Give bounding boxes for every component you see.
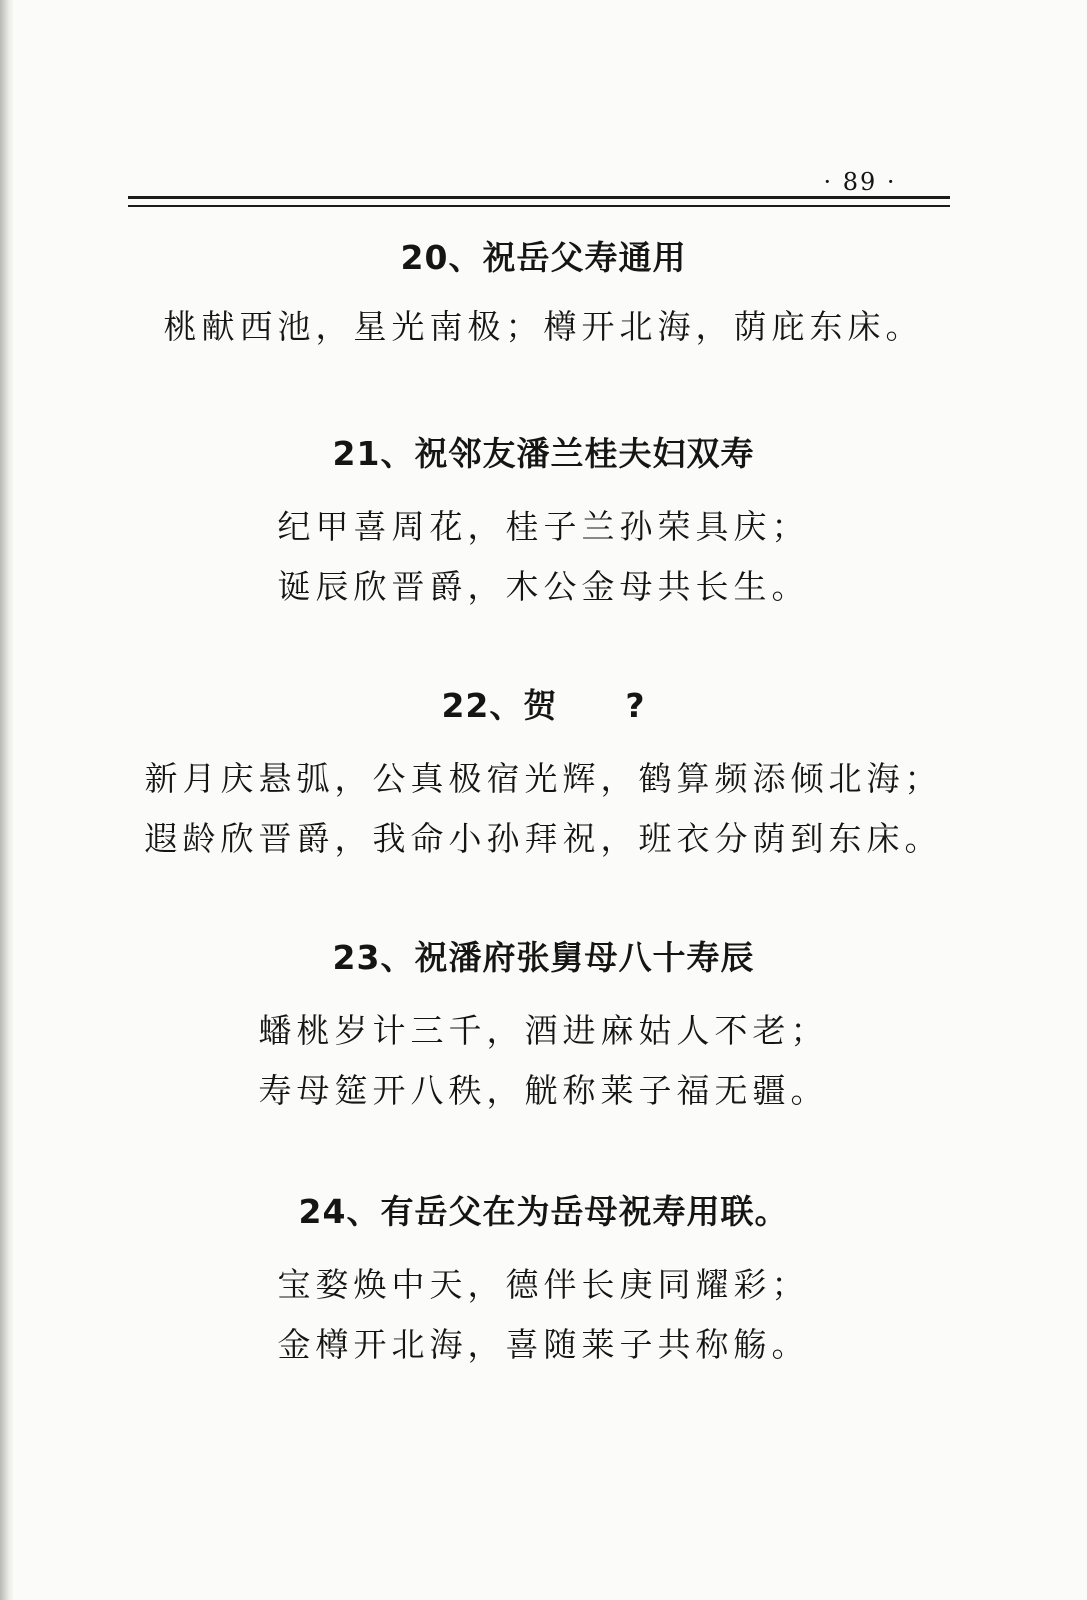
couplet-line: 桃献西池，星光南极；樽开北海，荫庇东床。 — [163, 307, 924, 346]
couplet-line: 纪甲喜周花，桂子兰孙荣具庆； — [277, 507, 810, 546]
couplet-line: 寿母筵开八秩，觥称莱子福无疆。 — [258, 1071, 829, 1110]
header-rule-thin — [128, 205, 950, 207]
page-number: · 89 · — [823, 168, 897, 196]
couplet-text — [0, 297, 1087, 357]
couplet-section-20 — [0, 232, 1087, 357]
couplet-line: 蟠桃岁计三千，酒进麻姑人不老； — [258, 1011, 829, 1050]
section-heading: 20、祝岳父寿通用 — [400, 238, 687, 277]
couplet-text — [0, 1255, 1087, 1375]
section-heading: 21、祝邻友潘兰桂夫妇双寿 — [332, 434, 755, 473]
couplet-section-22 — [0, 680, 1087, 869]
couplet-section-24 — [0, 1186, 1087, 1375]
couplet-line: 遐龄欣晋爵，我命小孙拜祝，班衣分荫到东床。 — [144, 819, 943, 858]
couplet-section-23 — [0, 932, 1087, 1121]
section-heading: 24、有岳父在为岳母祝寿用联。 — [298, 1192, 789, 1231]
couplet-text — [0, 1001, 1087, 1121]
couplet-text — [0, 497, 1087, 617]
couplet-line: 宝婺焕中天，德伴长庚同耀彩； — [277, 1265, 810, 1304]
couplet-line: 金樽开北海，喜随莱子共称觞。 — [277, 1325, 810, 1364]
couplet-text — [0, 749, 1087, 869]
couplet-section-21 — [0, 428, 1087, 617]
section-heading: 23、祝潘府张舅母八十寿辰 — [332, 938, 755, 977]
section-heading: 22、贺 ? — [441, 686, 646, 725]
couplet-line: 新月庆悬弧，公真极宿光辉，鹤算频添倾北海； — [144, 759, 943, 798]
header-rule-thick — [128, 196, 950, 199]
couplet-line: 诞辰欣晋爵，木公金母共长生。 — [277, 567, 810, 606]
